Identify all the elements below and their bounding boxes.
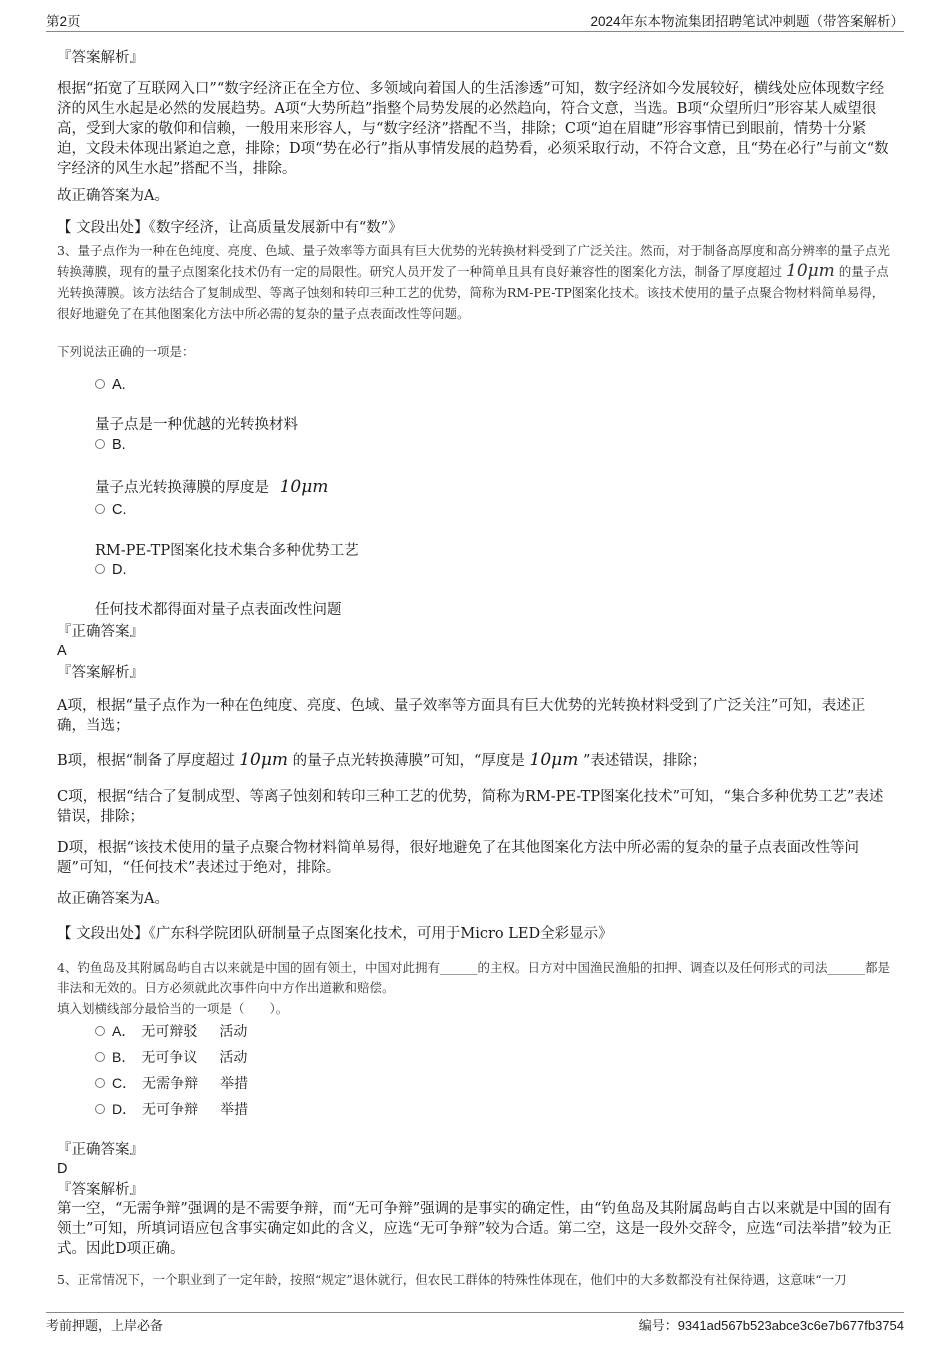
- radio-icon[interactable]: [95, 504, 105, 514]
- radio-icon[interactable]: [95, 1026, 105, 1036]
- q4-answer-label: 『正确答案』: [57, 1142, 144, 1158]
- q4-option-a[interactable]: A． 无可辩驳 活动: [95, 1021, 247, 1041]
- q4-prompt: 填入划横线部分最恰当的一项是（ ）。: [57, 1001, 289, 1016]
- q3-option-b-text: 量子点光转换薄膜的厚度是 10μm: [95, 477, 329, 497]
- radio-icon[interactable]: [95, 1052, 105, 1062]
- q2-conclusion: 故正确答案为A。: [57, 188, 169, 204]
- radio-icon[interactable]: [95, 1104, 105, 1114]
- q4-option-d[interactable]: D． 无可争辩 举措: [95, 1099, 248, 1119]
- q3-conclusion: 故正确答案为A。: [57, 891, 169, 907]
- q3-analysis-a: A项，根据“量子点作为一种在色纯度、亮度、色域、量子效率等方面具有巨大优势的光转换材料受到了广泛关注”可知，表述正确，当选；: [57, 698, 866, 734]
- q3-stem: [57, 240, 893, 324]
- q3-option-d-text: 任何技术都得面对量子点表面改性问题: [95, 602, 342, 618]
- footer-divider: [46, 1312, 904, 1313]
- q3-analysis-c: C项，根据“结合了复制成型、等离子蚀刻和转印三种工艺的优势，简称为RM-PE-TP图案化技术”可知，“集合多种优势工艺”表述错误，排除；: [57, 789, 884, 825]
- q3-analysis-d: D项，根据“该技术使用的量子点聚合物材料简单易得，很好地避免了在其他图案化方法中所必需的复杂的量子点表面改性等问题”可知，“任何技术”表述过于绝对，排除。: [57, 840, 860, 876]
- q4-analysis-label: 『答案解析』: [57, 1182, 144, 1198]
- q3-option-c-text: RM-PE-TP图案化技术集合多种优势工艺: [95, 543, 359, 559]
- radio-icon[interactable]: [95, 379, 105, 389]
- q3-stem-part1: 3、量子点作为一种在色纯度、亮度、色域、量子效率等方面具有巨大优势的光转换材料受到了广泛关注。然而，对于制备高厚度和高分辨率的量子点光转换薄膜，现有的量子点图案化技术仍有一定的局限性。研究人员开发了一种简单且具有良好兼容性的图案化方法，制备了厚度超过: [57, 243, 890, 279]
- q3-answer: A: [57, 643, 67, 659]
- q3-analysis-label: 『答案解析』: [57, 665, 144, 681]
- q2-source: 【 文段出处】《数字经济，让高质量发展新中有“数”》: [57, 220, 403, 236]
- q3-stem-math: 10μm: [786, 261, 835, 281]
- page-number: 第2页: [46, 14, 81, 29]
- q3-answer-label: 『正确答案』: [57, 624, 144, 640]
- q3-option-b-math: 10μm: [279, 477, 329, 497]
- header-divider: [46, 31, 904, 32]
- document-id: 编号：9341ad567b523abce3c6e7b677fb3754: [638, 1318, 904, 1333]
- radio-icon[interactable]: [95, 564, 105, 574]
- q2-analysis-text: 根据“拓宽了互联网入口”“数字经济正在全方位、多领域向着国人的生活渗透”可知，数字经济如今发展较好，横线处应体现数字经济的风生水起是必然的发展趋势。A项“大势所趋”指整个局势发展的必然趋向，符合文意，当选。B项“众望所归”形容某人威望很高，受到大家的敬仰和信赖，一般用来形容人，与“数字经济”搭配不当，排除；C项“迫在眉睫”形容事情已到眼前，情势十分紧迫，文段未体现出紧迫之意，排除；D项“势在必行”指从事情发展的趋势看，必须采取行动，不符合文意，且“势在必行”与前文“数字经济的风生水起”搭配不当，排除。: [57, 81, 889, 177]
- q3-option-b-radio[interactable]: B.: [95, 437, 126, 453]
- q5-stem: 5、正常情况下，一个职业到了一定年龄，按照“规定”退休就行，但农民工群体的特殊性体现在，他们中的大多数都没有社保待遇，这意味“一刀: [57, 1272, 847, 1287]
- q3-option-c-radio[interactable]: C.: [95, 502, 127, 518]
- q3-option-a-text: 量子点是一种优越的光转换材料: [95, 417, 298, 433]
- q3-prompt: 下列说法正确的一项是：: [57, 344, 195, 359]
- footer-slogan: 考前押题，上岸必备: [46, 1319, 164, 1334]
- q4-stem: 4、钓鱼岛及其附属岛屿自古以来就是中国的固有领土，中国对此拥有______的主权。日方对中国渔民渔船的扣押、调查以及任何形式的司法______都是非法和无效的。日方必须就此次事件向中方作出道歉和赔偿。: [57, 960, 890, 995]
- q4-answer: D: [57, 1161, 68, 1177]
- q4-analysis: 第一空，“无需争辩”强调的是不需要争辩，而“无可争辩”强调的是事实的确定性，由“钓鱼岛及其附属岛屿自古以来就是中国的固有领土”可知，所填词语应包含事实确定如此的含义，应选“无可争辩”较为合适。第二空，这是一段外交辞令，应选“司法举措”较为正式。因此D项正确。: [57, 1201, 892, 1257]
- document-title: 2024年东本物流集团招聘笔试冲刺题（带答案解析）: [590, 14, 904, 29]
- radio-icon[interactable]: [95, 439, 105, 449]
- q3-stem-part2: 的量子点光转换薄膜。该方法结合了复制成型、等离子蚀刻和转印三种工艺的优势，简称为RM-PE-TP图案化技术。该技术使用的量子点聚合物材料简单易得，很好地避免了在其他图案化方法中所必需的复杂的量子点表面改性等问题。: [57, 264, 889, 321]
- q3-option-d-radio[interactable]: D.: [95, 562, 127, 578]
- q3-source: 【 文段出处】《广东科学院团队研制量子点图案化技术，可用于Micro LED全彩显示》: [57, 926, 613, 942]
- q4-option-b[interactable]: B． 无可争议 活动: [95, 1047, 247, 1067]
- q3-analysis-b: B项，根据“制备了厚度超过 10μm 的量子点光转换薄膜”可知，“厚度是 10μm ”表述错误，排除；: [57, 750, 707, 770]
- page-header: [46, 10, 904, 30]
- q4-option-c[interactable]: C． 无需争辩 举措: [95, 1073, 248, 1093]
- radio-icon[interactable]: [95, 1078, 105, 1088]
- q2-analysis-label: 『答案解析』: [57, 50, 144, 66]
- q3-option-a-radio[interactable]: A.: [95, 377, 126, 393]
